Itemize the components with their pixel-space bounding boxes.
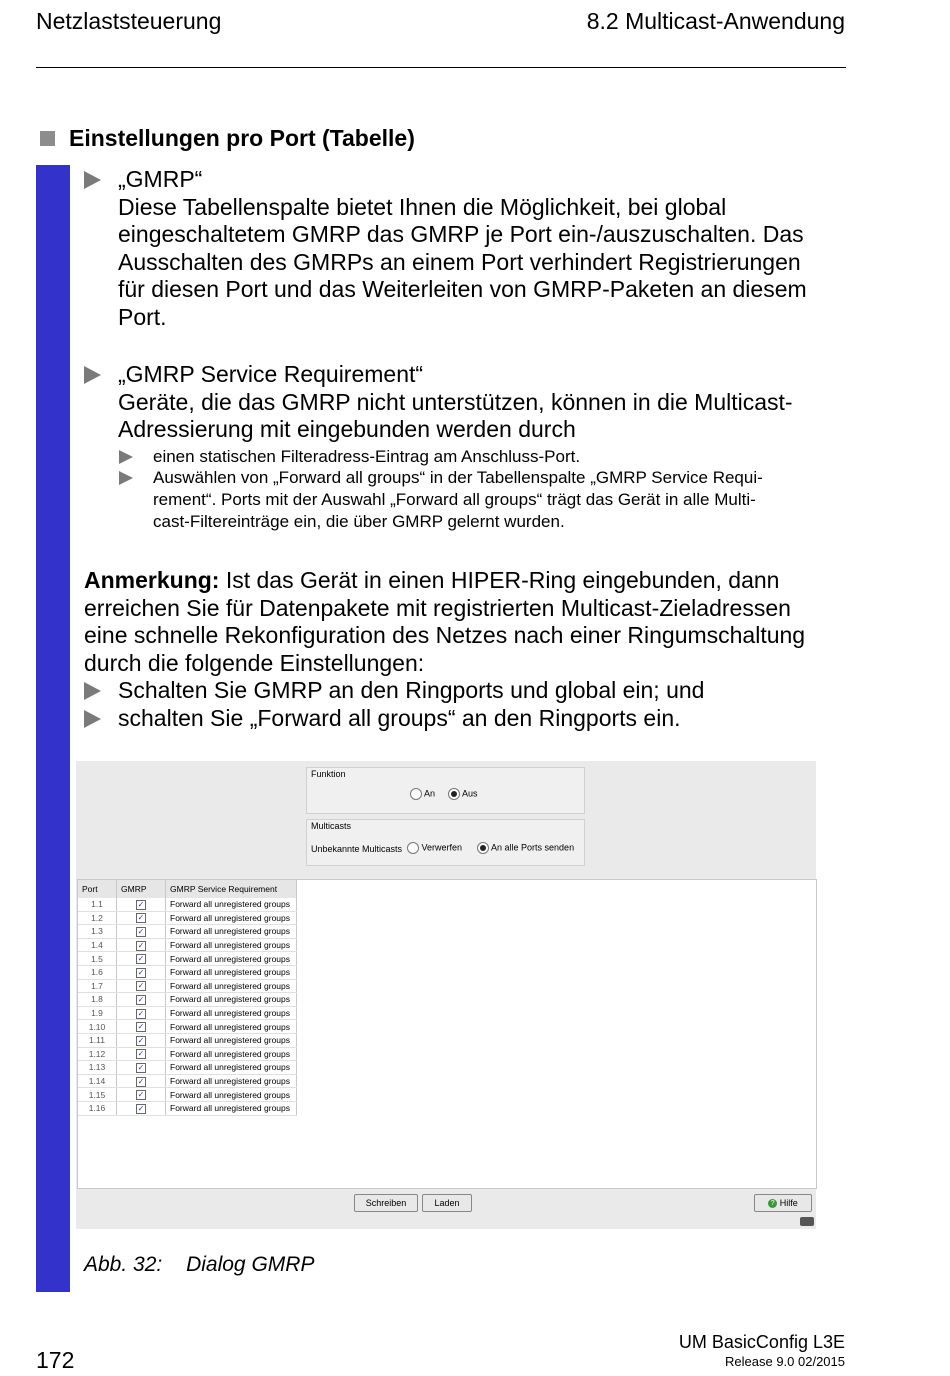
service-requirement-cell[interactable]: Forward all unregistered groups <box>166 1101 297 1115</box>
gmrp-checkbox[interactable]: ✓ <box>137 940 145 950</box>
gmrp-checkbox[interactable]: ✓ <box>137 926 145 936</box>
table-row[interactable] <box>78 1047 297 1061</box>
multicasts-title: Multicasts <box>311 821 352 831</box>
table-row[interactable] <box>78 1006 297 1020</box>
triangle-bullet-icon <box>84 366 101 384</box>
table-row[interactable] <box>78 911 297 925</box>
gmrp-checkbox[interactable]: ✓ <box>137 994 145 1004</box>
gmrp-cell <box>117 965 166 979</box>
port-cell: 1.6 <box>78 965 117 979</box>
gmrp-cell <box>117 938 166 952</box>
gmrp-cell <box>117 911 166 925</box>
note-line: Ist das Gerät in einen HIPER-Ring eingebunden, dann <box>219 567 780 593</box>
service-requirement-cell[interactable]: Forward all unregistered groups <box>166 979 297 993</box>
service-requirement-cell[interactable]: Forward all unregistered groups <box>166 1006 297 1020</box>
sub-item <box>119 446 580 468</box>
table-row[interactable] <box>78 1101 297 1115</box>
funktion-radio-aus[interactable] <box>448 788 478 800</box>
running-header-right: 8.2 Multicast-Anwendung <box>586 8 845 34</box>
port-cell: 1.1 <box>78 898 117 911</box>
port-cell: 1.3 <box>78 925 117 939</box>
port-cell: 1.8 <box>78 993 117 1007</box>
port-cell: 1.13 <box>78 1061 117 1075</box>
help-label: Hilfe <box>779 1198 798 1208</box>
port-cell: 1.5 <box>78 952 117 966</box>
radio-an-icon[interactable] <box>410 788 422 800</box>
note-bullet-text: schalten Sie „Forward all groups“ an den Ringports ein. <box>118 704 681 731</box>
funktion-radio-an[interactable] <box>410 788 435 800</box>
column-header-gmrp[interactable]: GMRP <box>117 880 166 898</box>
sub-item-line: einen statischen Filteradress-Eintrag am Anschluss-Port. <box>153 447 581 466</box>
funktion-title: Funktion <box>311 769 346 779</box>
gmrp-cell <box>117 898 166 911</box>
item-line: Port. <box>118 303 167 330</box>
gmrp-checkbox[interactable]: ✓ <box>137 967 145 977</box>
item-line: Adressierung mit eingebunden werden durch <box>118 416 576 442</box>
running-header-left: Netzlaststeuerung <box>36 8 222 34</box>
help-button[interactable] <box>754 1194 812 1212</box>
multicasts-radio-send-all[interactable] <box>477 842 574 854</box>
gmrp-cell <box>117 979 166 993</box>
gmrp-checkbox[interactable]: ✓ <box>137 1022 145 1032</box>
multicasts-panel <box>306 819 585 866</box>
item-line: Diese Tabellenspalte bietet Ihnen die Möglichkeit, bei global <box>118 193 727 220</box>
port-cell: 1.14 <box>78 1074 117 1088</box>
triangle-bullet-icon <box>119 471 133 485</box>
figure-caption <box>84 1253 314 1277</box>
service-requirement-cell[interactable]: Forward all unregistered groups <box>166 952 297 966</box>
item-line: Geräte, die das GMRP nicht unterstützen, können in die Multicast- <box>118 388 793 415</box>
service-requirement-cell[interactable]: Forward all unregistered groups <box>166 911 297 925</box>
section-title: Einstellungen pro Port (Tabelle) <box>69 125 415 151</box>
table-row[interactable] <box>78 898 297 911</box>
sub-item-line: cast-Filtereinträge ein, die über GMRP gelernt wurden. <box>153 512 565 531</box>
note-line: erreichen Sie für Datenpakete mit registrierten Multicast-Zieladressen <box>84 594 791 621</box>
gmrp-cell <box>117 952 166 966</box>
note-line: eine schnelle Rekonfiguration des Netzes nach einer Ringumschaltung <box>84 622 806 648</box>
triangle-bullet-icon <box>84 682 101 700</box>
table-row[interactable] <box>78 1033 297 1047</box>
triangle-bullet-icon <box>84 710 101 728</box>
port-cell: 1.12 <box>78 1047 117 1061</box>
table-row[interactable] <box>78 925 297 939</box>
item-line: für diesen Port und das Weiterleiten von GMRP-Paketen an diesem <box>118 276 807 302</box>
port-cell: 1.2 <box>78 911 117 925</box>
status-icon <box>800 1217 814 1226</box>
unknown-multicasts-label: Unbekannte Multicasts <box>311 844 403 854</box>
page-number: 172 <box>36 1347 75 1373</box>
sub-item-line: rement“. Ports mit der Auswahl „Forward all groups“ trägt das Gerät in alle Multi- <box>153 490 756 509</box>
gmrp-cell <box>117 1088 166 1102</box>
doc-title: UM BasicConfig L3E <box>678 1332 845 1352</box>
gmrp-cell <box>117 925 166 939</box>
list-item-gmrp <box>84 166 807 331</box>
service-requirement-cell[interactable]: Forward all unregistered groups <box>166 898 297 911</box>
load-button[interactable]: Laden <box>422 1194 472 1212</box>
square-bullet-icon <box>40 131 55 146</box>
help-icon: ? <box>768 1199 777 1208</box>
port-cell: 1.10 <box>78 1020 117 1034</box>
gmrp-checkbox[interactable]: ✓ <box>137 913 145 923</box>
gmrp-checkbox[interactable]: ✓ <box>137 1090 145 1100</box>
service-requirement-cell[interactable]: Forward all unregistered groups <box>166 993 297 1007</box>
table-row[interactable] <box>78 1074 297 1088</box>
column-header-port[interactable]: Port <box>78 880 117 898</box>
triangle-bullet-icon <box>84 171 101 189</box>
radio-discard-icon[interactable] <box>407 842 419 854</box>
write-button[interactable]: Schreiben <box>354 1194 418 1212</box>
table-header <box>78 880 297 898</box>
gmrp-checkbox[interactable]: ✓ <box>137 1049 145 1059</box>
port-cell: 1.7 <box>78 979 117 993</box>
gmrp-cell <box>117 1061 166 1075</box>
service-requirement-cell[interactable]: Forward all unregistered groups <box>166 1047 297 1061</box>
triangle-bullet-icon <box>119 450 133 464</box>
port-cell: 1.16 <box>78 1101 117 1115</box>
gmrp-cell <box>117 993 166 1007</box>
radio-label: An alle Ports senden <box>491 842 575 853</box>
note-block <box>84 567 805 732</box>
gmrp-checkbox[interactable]: ✓ <box>137 1035 145 1045</box>
gmrp-checkbox[interactable]: ✓ <box>137 1103 145 1113</box>
item-line: Ausschalten des GMRPs an einem Port verhindert Registrierungen <box>118 248 801 275</box>
item-line: eingeschaltetem GMRP das GMRP je Port ein-/auszuschalten. Das <box>118 221 804 247</box>
radio-aus-icon[interactable] <box>448 788 460 800</box>
note-bullet <box>84 677 805 705</box>
header-rule <box>36 67 846 68</box>
radio-label: Verwerfen <box>421 842 463 853</box>
gmrp-cell <box>117 1074 166 1088</box>
gmrp-checkbox[interactable]: ✓ <box>137 981 145 991</box>
note-line: durch die folgende Einstellungen: <box>84 649 425 676</box>
column-header-service-requirement[interactable]: GMRP Service Requirement <box>166 880 297 898</box>
sub-item-line: Auswählen von „Forward all groups“ in der Tabellenspalte „GMRP Service Requi- <box>153 468 763 487</box>
gmrp-checkbox[interactable]: ✓ <box>137 1076 145 1086</box>
port-cell: 1.4 <box>78 938 117 952</box>
radio-label: Aus <box>462 788 478 799</box>
port-cell: 1.11 <box>78 1033 117 1047</box>
section-heading <box>40 125 415 152</box>
table-row[interactable] <box>78 979 297 993</box>
note-label: Anmerkung: <box>84 567 220 593</box>
caption-text: Dialog GMRP <box>186 1253 315 1276</box>
item-title: „GMRP“ <box>118 166 203 192</box>
gmrp-checkbox[interactable]: ✓ <box>137 954 145 964</box>
sub-item <box>119 467 763 533</box>
gmrp-checkbox[interactable]: ✓ <box>137 899 145 909</box>
note-bullet <box>84 705 805 733</box>
gmrp-cell <box>117 1020 166 1034</box>
gmrp-cell <box>117 1033 166 1047</box>
port-table <box>77 879 817 1189</box>
service-requirement-cell[interactable]: Forward all unregistered groups <box>166 938 297 952</box>
service-requirement-cell[interactable]: Forward all unregistered groups <box>166 1061 297 1075</box>
service-requirement-cell[interactable]: Forward all unregistered groups <box>166 1088 297 1102</box>
gmrp-cell <box>117 1047 166 1061</box>
caption-label: Abb. 32: <box>84 1253 163 1276</box>
radio-send-all-icon[interactable] <box>477 842 489 854</box>
list-item-gmrp-service-requirement <box>84 361 793 444</box>
sidebar-bar <box>36 165 70 1292</box>
gmrp-checkbox[interactable]: ✓ <box>137 1062 145 1072</box>
service-requirement-cell[interactable]: Forward all unregistered groups <box>166 1033 297 1047</box>
service-requirement-cell[interactable]: Forward all unregistered groups <box>166 1074 297 1088</box>
table-row[interactable] <box>78 965 297 979</box>
gmrp-checkbox[interactable]: ✓ <box>137 1008 145 1018</box>
funktion-panel <box>306 767 585 814</box>
gmrp-cell <box>117 1006 166 1020</box>
gmrp-cell <box>117 1101 166 1115</box>
multicasts-radio-discard[interactable] <box>407 842 462 854</box>
port-cell: 1.9 <box>78 1006 117 1020</box>
table-row[interactable] <box>78 1088 297 1102</box>
service-requirement-cell[interactable]: Forward all unregistered groups <box>166 965 297 979</box>
note-bullet-text: Schalten Sie GMRP an den Ringports und global ein; und <box>118 677 705 703</box>
table-row[interactable] <box>78 1020 297 1034</box>
gmrp-dialog-screenshot <box>76 761 816 1229</box>
table-row[interactable] <box>78 993 297 1007</box>
table-row[interactable] <box>78 938 297 952</box>
table-row[interactable] <box>78 952 297 966</box>
radio-label: An <box>424 788 436 799</box>
port-cell: 1.15 <box>78 1088 117 1102</box>
table-row[interactable] <box>78 1061 297 1075</box>
item-title: „GMRP Service Requirement“ <box>118 361 424 387</box>
release-info: Release 9.0 02/2015 <box>725 1354 845 1369</box>
service-requirement-cell[interactable]: Forward all unregistered groups <box>166 925 297 939</box>
service-requirement-cell[interactable]: Forward all unregistered groups <box>166 1020 297 1034</box>
